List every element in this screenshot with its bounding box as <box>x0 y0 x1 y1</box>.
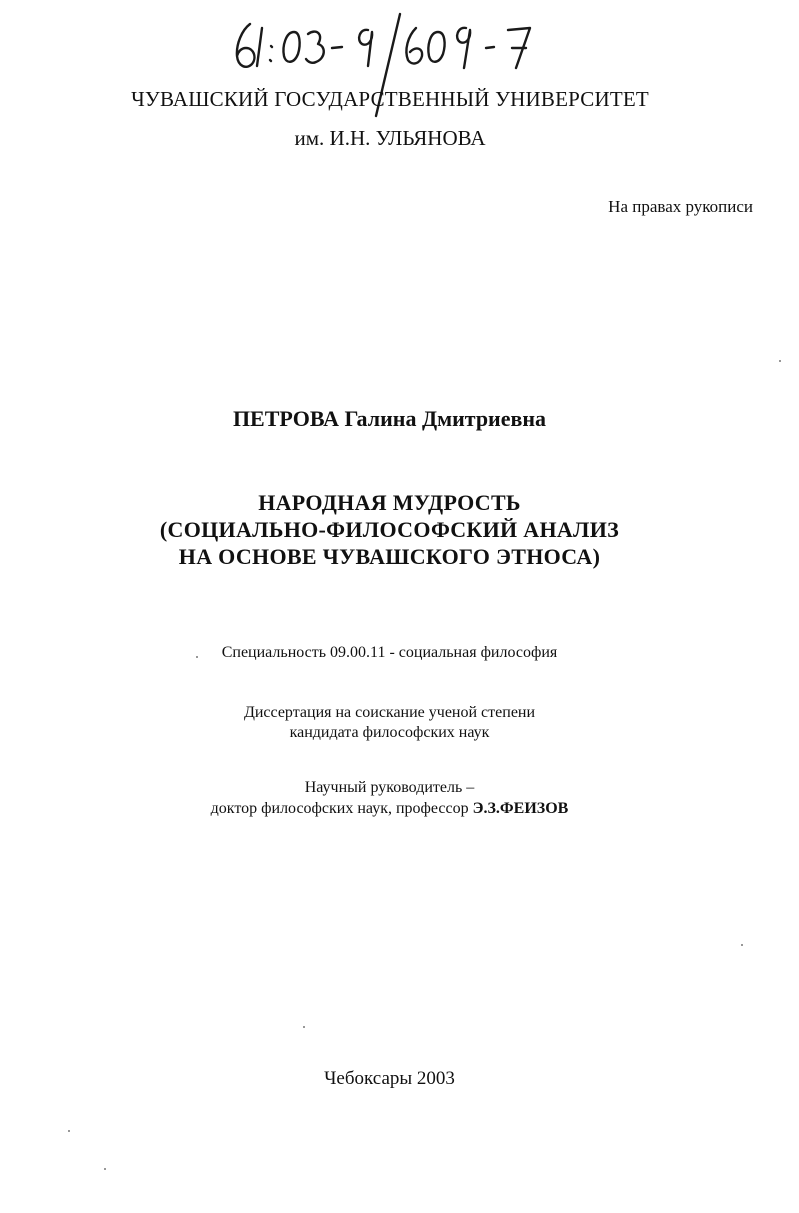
degree-line-1: Диссертация на соискание ученой степени <box>243 704 536 721</box>
dissertation-title-line-3: НА ОСНОВЕ ЧУВАШСКОГО ЭТНОСА) <box>178 544 601 569</box>
author-name: ПЕТРОВА Галина Дмитриевна <box>232 406 547 431</box>
advisor-label: Научный руководитель – <box>304 779 475 796</box>
university-named-after: им. И.Н. УЛЬЯНОВА <box>294 126 486 150</box>
advisor-name: Э.З.ФЕИЗОВ <box>472 800 569 817</box>
rights-note: На правах рукописи <box>608 197 753 216</box>
advisor-credentials: доктор философских наук, профессор <box>210 800 473 817</box>
scan-speck <box>779 360 781 362</box>
dissertation-title-line-2: (СОЦИАЛЬНО-ФИЛОСОФСКИЙ АНАЛИЗ <box>159 517 620 542</box>
specialty-line: Специальность 09.00.11 - социальная философия <box>221 644 558 661</box>
scan-speck <box>104 1168 106 1170</box>
dissertation-title-line-1: НАРОДНАЯ МУДРОСТЬ <box>258 490 521 515</box>
degree-line-2: кандидата философских наук <box>289 724 490 741</box>
scan-speck <box>741 944 743 946</box>
handwritten-catalogue-code <box>228 6 558 136</box>
scan-speck <box>68 1130 70 1132</box>
advisor-line <box>0 800 779 818</box>
scan-speck <box>196 656 198 658</box>
scan-speck <box>303 1026 305 1028</box>
university-name: ЧУВАШСКИЙ ГОСУДАРСТВЕННЫЙ УНИВЕРСИТЕТ <box>131 87 649 111</box>
city-year: Чебоксары 2003 <box>324 1068 455 1089</box>
